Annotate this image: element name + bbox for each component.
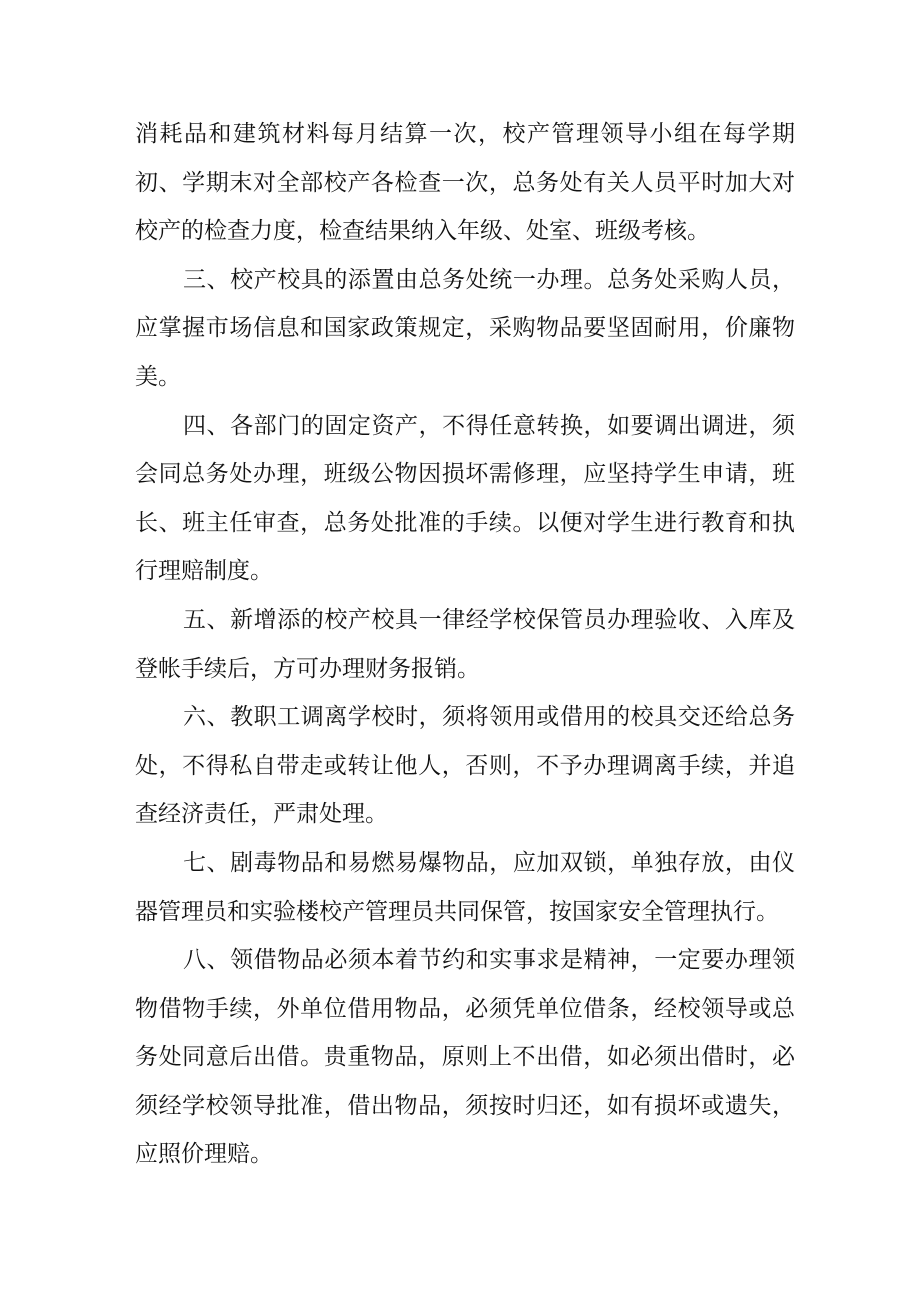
paragraph-item-8: 八、领借物品必须本着节约和实事求是精神，一定要办理领物借物手续，外单位借用物品，必须凭单位借条，经校领导或总务处同意后出借。贵重物品，原则上不出借，如必须出借时，必须经学校领导批准，借出物品，须按时归还，如有损坏或遗失，应照价理赔。 [135,947,795,1168]
paragraph-item-6: 六、教职工调离学校时，须将领用或借用的校具交还给总务处，不得私自带走或转让他人，否则，不予办理调离手续，并追查经济责任，严肃处理。 [135,704,795,828]
paragraph-item-5: 五、新增添的校产校具一律经学校保管员办理验收、入库及登帐手续后，方可办理财务报销。 [135,606,795,682]
paragraph-item-3: 三、校产校具的添置由总务处统一办理。总务处采购人员，应掌握市场信息和国家政策规定，采购物品要坚固耐用，价廉物美。 [135,266,795,390]
paragraph-continuation: 消耗品和建筑材料每月结算一次，校产管理领导小组在每学期初、学期末对全部校产各检查一次，总务处有关人员平时加大对校产的检查力度，检查结果纳入年级、处室、班级考核。 [135,121,795,245]
paragraph-item-4: 四、各部门的固定资产，不得任意转换，如要调出调进，须会同总务处办理，班级公物因损坏需修理，应坚持学生申请，班长、班主任审查，总务处批准的手续。以便对学生进行教育和执行理赔制度。 [135,412,795,585]
paragraph-item-7: 七、剧毒物品和易燃易爆物品，应加双锁，单独存放，由仪器管理员和实验楼校产管理员共同保管，按国家安全管理执行。 [135,849,795,925]
document-body [135,110,795,1179]
